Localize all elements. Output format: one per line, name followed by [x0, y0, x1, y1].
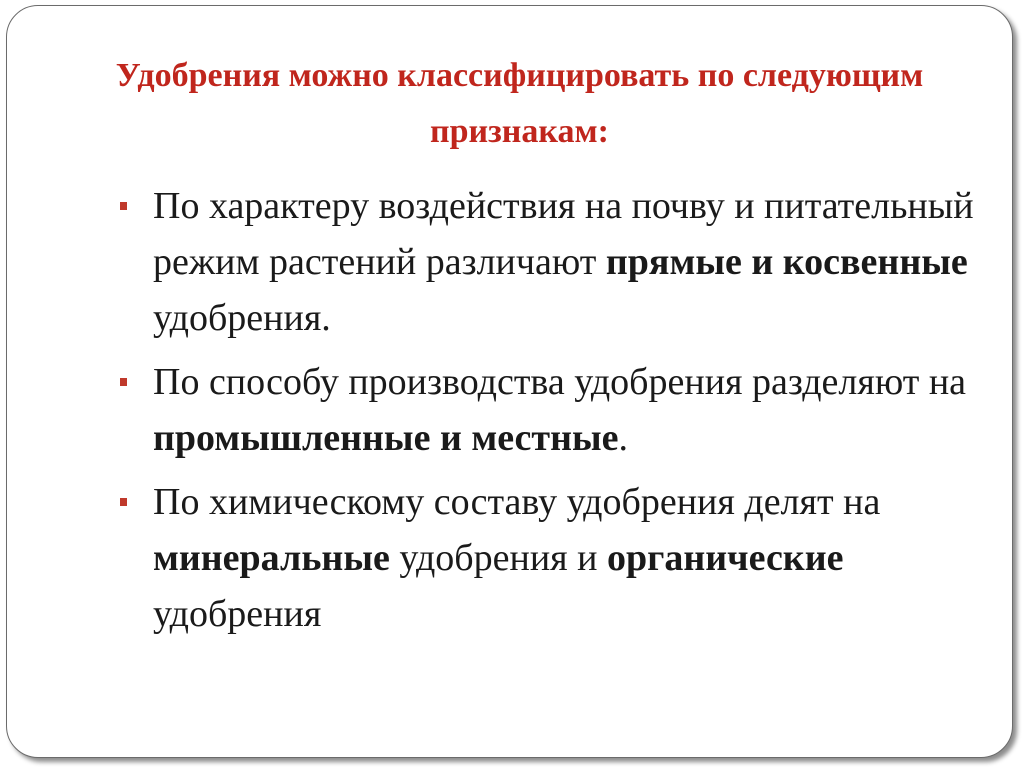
bullet-item: [120, 474, 1000, 642]
bullet-emphasis: органические: [607, 537, 844, 579]
bullet-text: .: [618, 417, 629, 459]
bullet-text: По характеру воздействия на почву и питательный режим растений различают: [153, 185, 974, 283]
bullet-item: [120, 178, 1000, 346]
square-bullet-icon: [120, 498, 127, 506]
bullet-text: По химическому составу удобрения делят на: [153, 481, 881, 523]
bullet-text: удобрения и: [389, 537, 607, 579]
square-bullet-icon: [120, 378, 127, 386]
bullet-item: [120, 354, 1000, 466]
slide-frame: [6, 5, 1013, 758]
slide-title: Удобрения можно классифицировать по следующим признакам:: [115, 57, 924, 150]
bullet-emphasis: прямые и косвенные: [605, 241, 968, 283]
bullet-list: [120, 178, 1000, 650]
bullet-text: По способу производства удобрения разделяют на: [153, 361, 967, 403]
bullet-text: удобрения: [153, 593, 322, 635]
square-bullet-icon: [120, 202, 127, 210]
bullet-text: удобрения.: [153, 297, 331, 339]
bullet-emphasis: минеральные: [153, 537, 390, 579]
bullet-emphasis: промышленные и местные: [153, 417, 619, 459]
